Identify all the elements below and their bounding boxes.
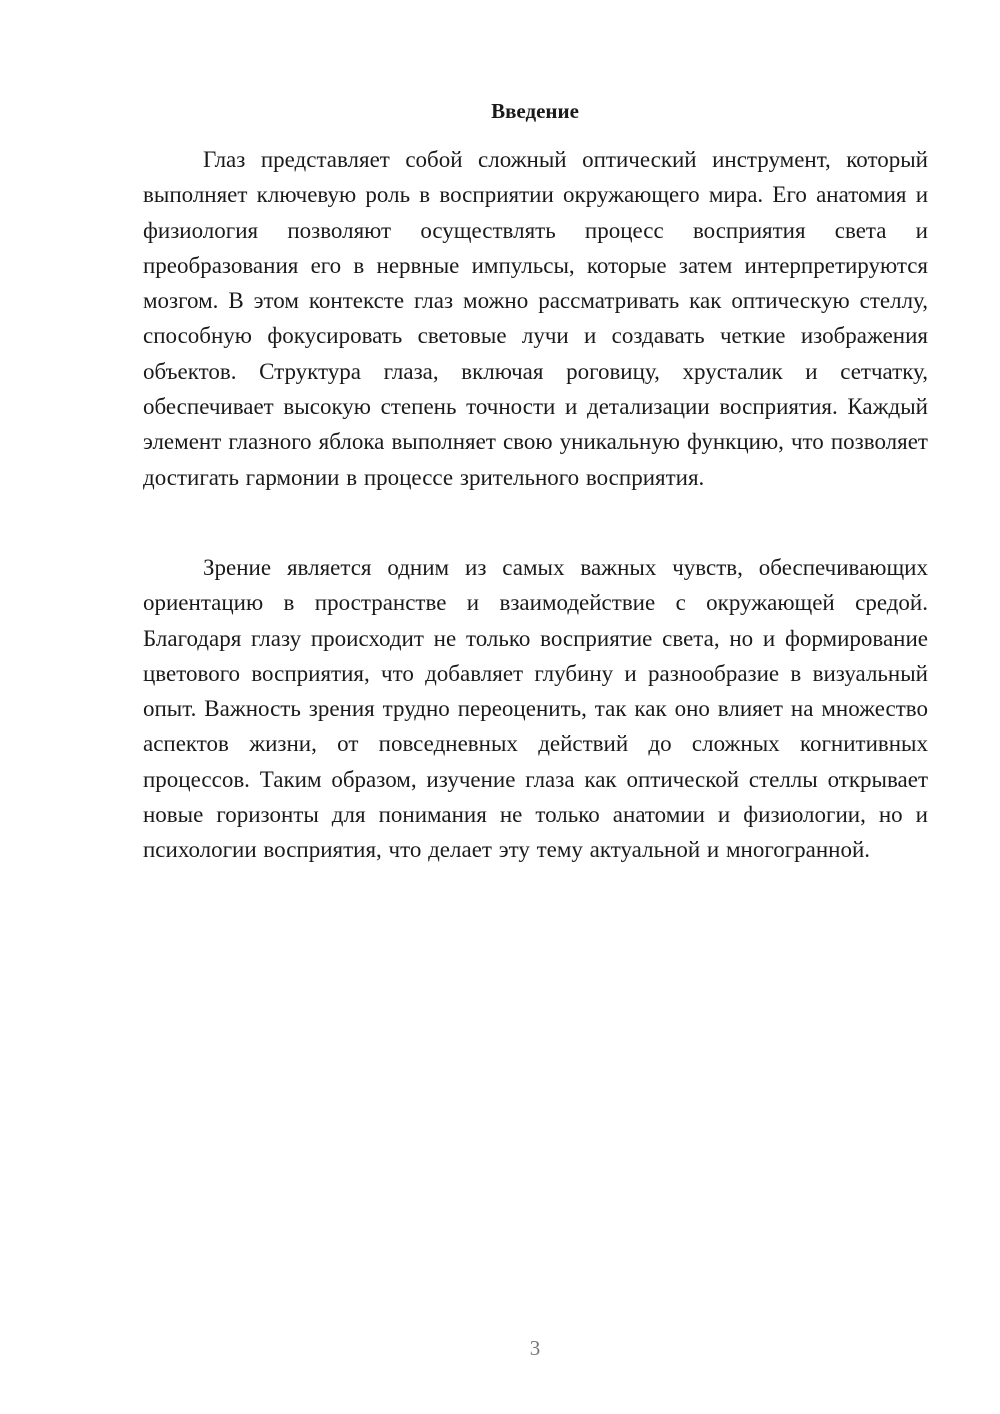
paragraph-1: Глаз представляет собой сложный оптический инструмент, который выполняет ключевую роль в восприятии окружающего мира. Его анатомия и физиология позволяют осуществлять процесс восприятия света и преобразования его в нервные импульсы, которые затем интерпретируются мозгом. В этом контексте глаз можно рассматривать как оптическую стеллу, способную фокусировать световые лучи и создавать четкие изображения объектов. Структура глаза, включая роговицу, хрусталик и сетчатку, обеспечивает высокую степень точности и детализации восприятия. Каждый элемент глазного яблока выполняет свою уникальную функцию, что позволяет достигать гармонии в процессе зрительного восприятия. bbox=[143, 147, 928, 490]
page-title: Введение bbox=[491, 99, 579, 123]
paragraph-2: Зрение является одним из самых важных чувств, обеспечивающих ориентацию в пространстве и взаимодействие с окружающей средой. Благодаря глазу происходит не только восприятие света, но и формирование цветового восприятия, что добавляет глубину и разнообразие в визуальный опыт. Важность зрения трудно переоценить, так как оно влияет на множество аспектов жизни, от повседневных действий до сложных когнитивных процессов. Таким образом, изучение глаза как оптической стеллы открывает новые горизонты для понимания не только анатомии и физиологии, но и психологии восприятия, что делает эту тему актуальной и многогранной. bbox=[143, 555, 928, 863]
page-number: 3 bbox=[529, 1336, 541, 1360]
